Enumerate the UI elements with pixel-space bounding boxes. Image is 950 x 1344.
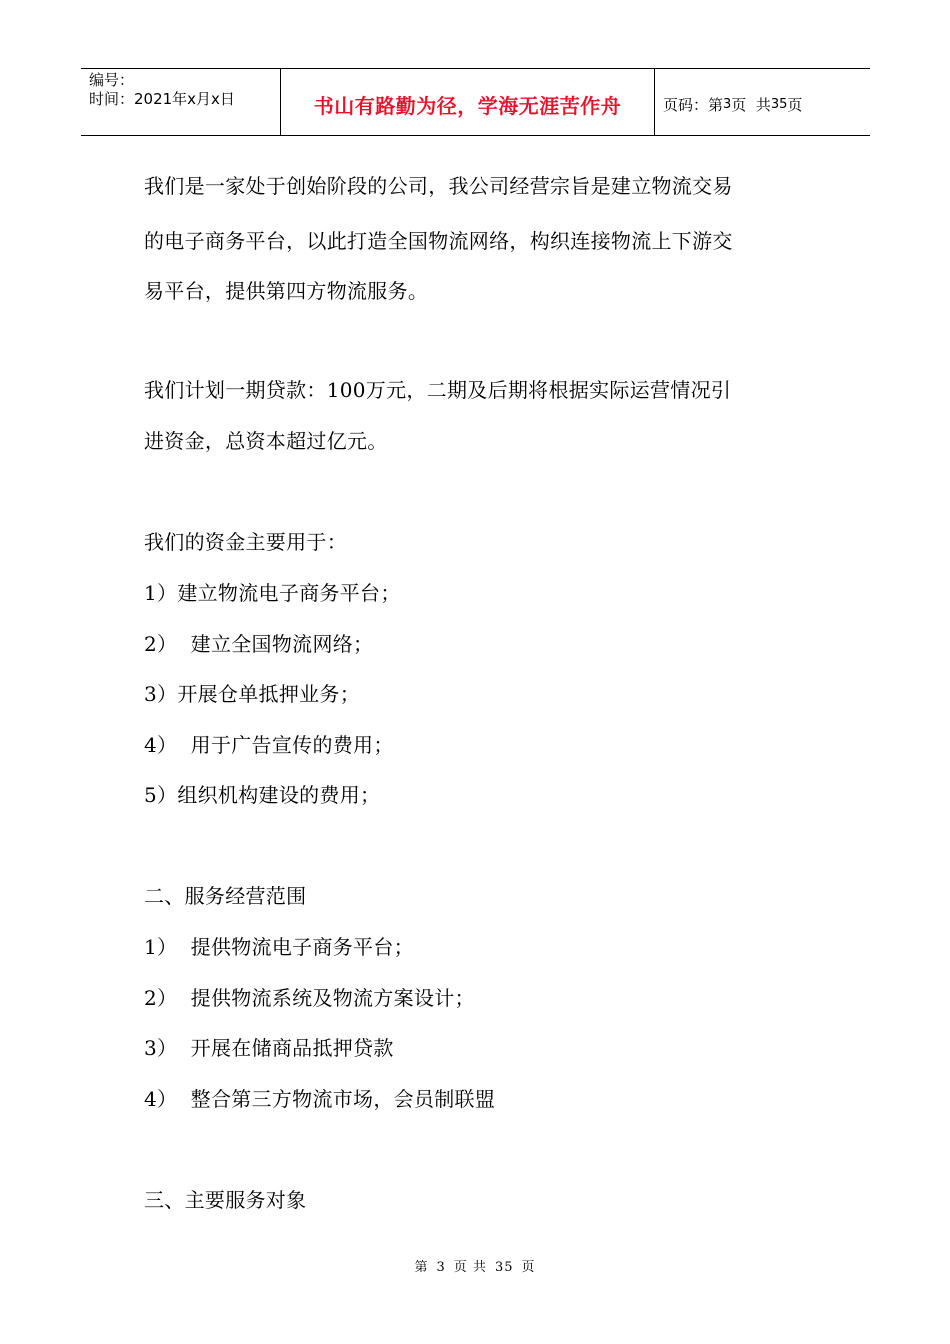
funds-heading: 我们的资金主要用于： (144, 530, 347, 554)
list-item: 4） 整合第三方物流市场，会员制联盟 (144, 1087, 496, 1111)
section-2-heading: 二、服务经营范围 (144, 884, 307, 908)
paragraph-loan-line-1: 我们计划一期贷款：100万元，二期及后期将根据实际运营情况引 (144, 378, 732, 402)
footer-page-current: 3 (436, 1260, 446, 1275)
header-page-label: 页码：第 (663, 95, 724, 114)
header-page-cell (655, 69, 870, 135)
list-item: 1） 提供物流电子商务平台； (144, 935, 414, 959)
footer-page-total: 35 (494, 1260, 514, 1275)
list-item: 1）建立物流电子商务平台； (144, 581, 401, 605)
paragraph-intro-line-2: 的电子商务平台，以此打造全国物流网络，构织连接物流上下游交 (144, 229, 733, 253)
list-item: 2） 提供物流系统及物流方案设计； (144, 986, 475, 1010)
document-time-label: 时间：2021年x月x日 (89, 90, 235, 108)
header-page-total: 35 (770, 96, 788, 112)
list-item: 2） 建立全国物流网络； (144, 632, 374, 656)
header-page-end: 页 (787, 95, 803, 114)
footer-suffix: 页 (521, 1260, 536, 1275)
header-motto: 书山有路勤为径，学海无涯苦作舟 (313, 93, 622, 118)
list-item: 5）组织机构建设的费用； (144, 783, 381, 807)
header-page-current: 3 (723, 96, 732, 112)
document-number-label: 编号： (89, 71, 135, 89)
header-motto-cell (281, 69, 655, 135)
page-header (81, 68, 870, 136)
footer-prefix: 第 (414, 1260, 429, 1275)
list-item: 3） 开展在储商品抵押贷款 (144, 1036, 394, 1060)
paragraph-loan-line-2: 进资金，总资本超过亿元。 (144, 429, 388, 453)
footer-mid: 页 共 (453, 1260, 487, 1275)
paragraph-intro-line-3: 易平台，提供第四方物流服务。 (144, 279, 429, 303)
section-3-heading: 三、主要服务对象 (144, 1188, 307, 1212)
list-item: 3）开展仓单抵押业务； (144, 682, 361, 706)
list-item: 4） 用于广告宣传的费用； (144, 733, 394, 757)
header-meta-cell (81, 69, 281, 135)
header-page-mid: 页 共 (731, 95, 771, 114)
page-footer (0, 1256, 950, 1275)
paragraph-intro-line-1: 我们是一家处于创始阶段的公司，我公司经营宗旨是建立物流交易 (144, 174, 733, 198)
